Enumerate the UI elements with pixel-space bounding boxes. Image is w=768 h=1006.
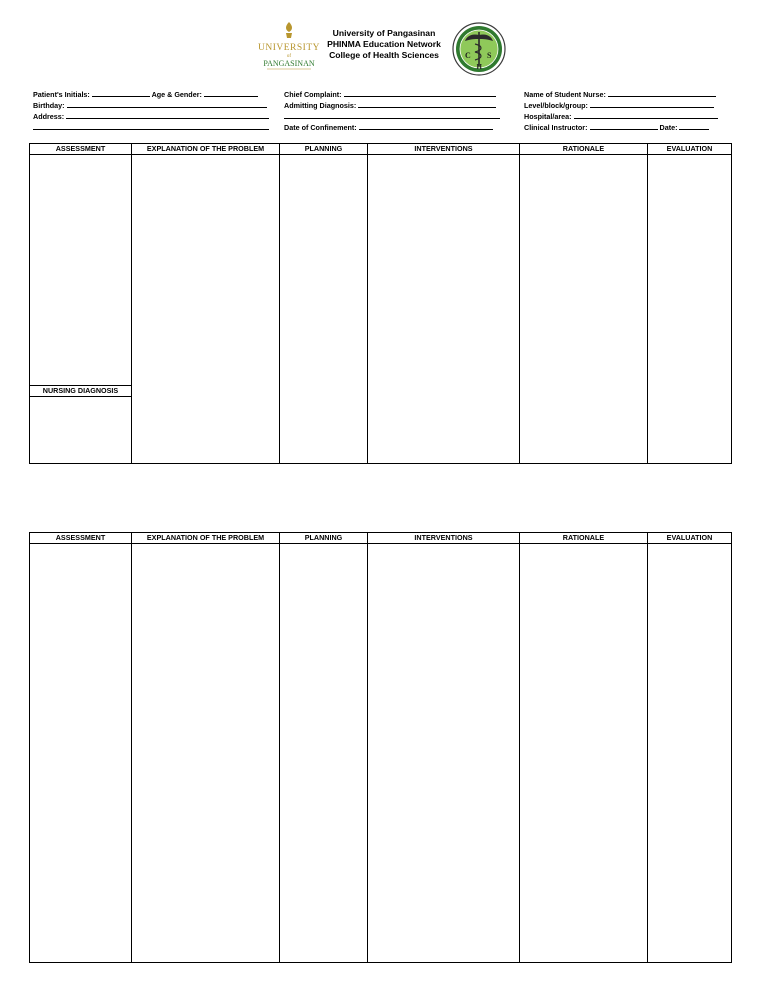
institution-name — [322, 28, 446, 61]
assessment-cell[interactable] — [30, 544, 132, 963]
hospital-area-label: Hospital/area: — [524, 112, 572, 121]
col-planning: PLANNING — [280, 144, 368, 155]
admitting-diagnosis-field-line-2[interactable] — [284, 110, 500, 119]
interventions-cell[interactable] — [368, 155, 520, 464]
col-explanation-of-the-problem: EXPLANATION OF THE PROBLEM — [132, 533, 280, 544]
student-nurse-label: Name of Student Nurse: — [524, 90, 606, 99]
col-rationale: RATIONALE — [520, 533, 648, 544]
col-interventions: INTERVENTIONS — [368, 144, 520, 155]
planning-cell[interactable] — [280, 544, 368, 963]
svg-text:H: H — [476, 63, 482, 71]
svg-text:S: S — [487, 51, 492, 60]
university-of-pangasinan-logo — [258, 20, 320, 78]
date-of-confinement-field[interactable] — [359, 121, 493, 130]
planning-cell[interactable] — [280, 155, 368, 464]
table-body-row — [30, 544, 732, 963]
age-gender-label: Age & Gender: — [151, 90, 202, 99]
birthday-field[interactable] — [67, 99, 267, 108]
clinical-instructor-label: Clinical Instructor: — [524, 123, 588, 132]
col-evaluation: EVALUATION — [648, 144, 732, 155]
interventions-cell[interactable] — [368, 544, 520, 963]
chief-complaint-label: Chief Complaint: — [284, 90, 342, 99]
date-field[interactable] — [679, 121, 709, 130]
assessment-cell[interactable] — [30, 155, 132, 464]
admitting-diagnosis-field[interactable] — [358, 99, 496, 108]
col-rationale: RATIONALE — [520, 144, 648, 155]
explanation-cell[interactable] — [132, 155, 280, 464]
date-of-confinement-label: Date of Confinement: — [284, 123, 357, 132]
college-name: College of Health Sciences — [329, 50, 439, 60]
birthday-label: Birthday: — [33, 101, 65, 110]
rationale-cell[interactable] — [520, 155, 648, 464]
col-assessment: ASSESSMENT — [30, 533, 132, 544]
col-assessment: ASSESSMENT — [30, 144, 132, 155]
nursing-care-plan-table-1 — [29, 143, 732, 464]
form-header — [0, 18, 768, 80]
evaluation-cell[interactable] — [648, 155, 732, 464]
rationale-cell[interactable] — [520, 544, 648, 963]
table-header-row — [30, 144, 732, 155]
patients-initials-label: Patient's Initials: — [33, 90, 90, 99]
patients-initials-field[interactable] — [92, 88, 150, 97]
student-nurse-field[interactable] — [608, 88, 716, 97]
table-header-row — [30, 533, 732, 544]
college-of-health-sciences-seal — [452, 22, 506, 76]
col-evaluation: EVALUATION — [648, 533, 732, 544]
address-field[interactable] — [66, 110, 269, 119]
address-field-line-2[interactable] — [33, 121, 269, 130]
explanation-cell[interactable] — [132, 544, 280, 963]
hospital-area-field[interactable] — [574, 110, 718, 119]
date-label: Date: — [659, 123, 678, 132]
address-label: Address: — [33, 112, 65, 121]
university-name: University of Pangasinan — [332, 28, 436, 38]
svg-text:PANGASINAN: PANGASINAN — [263, 59, 315, 68]
network-name: PHINMA Education Network — [327, 39, 441, 49]
svg-text:C: C — [465, 51, 471, 60]
nursing-diagnosis-label: NURSING DIAGNOSIS — [29, 385, 132, 397]
level-block-group-field[interactable] — [590, 99, 714, 108]
table-body-row — [30, 155, 732, 464]
patient-info-left — [33, 88, 271, 132]
age-gender-field[interactable] — [204, 88, 258, 97]
level-block-group-label: Level/block/group: — [524, 101, 588, 110]
chief-complaint-field[interactable] — [344, 88, 496, 97]
clinical-instructor-field[interactable] — [590, 121, 658, 130]
evaluation-cell[interactable] — [648, 544, 732, 963]
svg-text:of: of — [286, 54, 292, 59]
patient-info-right — [524, 88, 729, 132]
nursing-care-plan-table-2 — [29, 532, 732, 963]
svg-text:UNIVERSITY: UNIVERSITY — [258, 43, 320, 53]
col-explanation-of-the-problem: EXPLANATION OF THE PROBLEM — [132, 144, 280, 155]
admitting-diagnosis-label: Admitting Diagnosis: — [284, 101, 357, 110]
patient-info-middle — [284, 88, 504, 132]
col-interventions: INTERVENTIONS — [368, 533, 520, 544]
col-planning: PLANNING — [280, 533, 368, 544]
